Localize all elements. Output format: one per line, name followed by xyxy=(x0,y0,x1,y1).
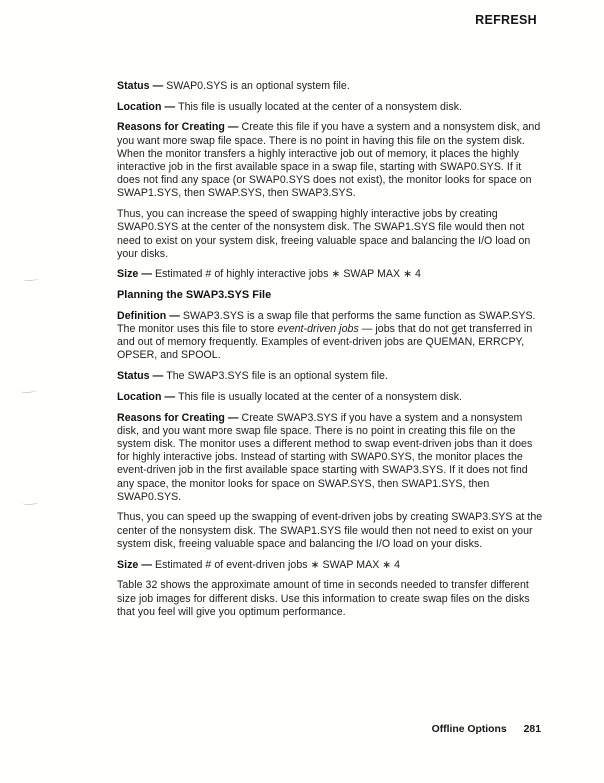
paragraph-text: SWAP3.SYS is a swap file that performs the same function as SWAP.SYS. The monitor uses this file to store xyxy=(117,309,536,336)
section-heading-planning-swap3: Planning the SWAP3.SYS File xyxy=(117,289,272,302)
bold-lead-size: Size — xyxy=(117,558,155,571)
paragraph-status-swap3 xyxy=(117,370,547,383)
paragraph-text: Estimated # of highly interactive jobs ∗ SWAP MAX ∗ 4 xyxy=(154,268,421,281)
paragraph-size-swap3 xyxy=(117,559,547,572)
bold-lead-definition: Definition — xyxy=(117,309,183,322)
paragraph-table32-note xyxy=(117,579,547,619)
italic-term-event-driven-jobs: event-driven jobs xyxy=(277,323,359,336)
paragraph-text: Thus, you can speed up the swapping of event-driven jobs by creating SWAP3.SYS at the center of the nonsystem disk. The SWAP1.SYS file would then not need to exist on your system disk, freeing valuable space and balancing the I/O load on your disks. xyxy=(117,511,543,550)
page-header-running-title: REFRESH xyxy=(475,13,537,27)
paragraph-text: The SWAP3.SYS file is an optional system file. xyxy=(166,370,388,383)
bold-lead-reasons: Reasons for Creating — xyxy=(117,121,242,134)
paragraph-location-swap3 xyxy=(117,391,547,404)
paragraph-thus-swap0 xyxy=(117,208,547,261)
document-body xyxy=(117,80,547,626)
paragraph-text: This file is usually located at the center of a nonsystem disk. xyxy=(178,100,463,113)
paragraph-text: Estimated # of event-driven jobs ∗ SWAP MAX ∗ 4 xyxy=(154,558,401,571)
paragraph-text: — jobs that do not get transferred in and out of memory frequently. Examples of event-driven jobs are QUEMAN, ERRCPY, OPSER, and SPOOL. xyxy=(117,323,533,362)
bold-lead-size: Size — xyxy=(117,268,155,281)
paragraph-text: Create SWAP3.SYS if you have a system and a nonsystem disk, and you want more swap file space. There is no point in creating this file on the system disk. The monitor uses a different method to swap event-driven jobs than it does for highly interactive jobs. Instead of starting with SWAP0.SYS, the monitor places the event-driven job in the first available space starting with SWAP3.SYS. If it does not find any space, the monitor looks for space on SWAP.SYS, then SWAP1.SYS, then SWAP0.SYS. xyxy=(117,411,533,503)
bold-lead-location: Location — xyxy=(117,390,179,403)
bold-lead-status: Status — xyxy=(117,80,167,92)
paragraph-text: SWAP0.SYS is an optional system file. xyxy=(166,80,350,92)
paragraph-text: Table 32 shows the approximate amount of time in seconds needed to transfer different size job images for different disks. Use this information to create swap files on the disks that you feel will give you optimum performance. xyxy=(117,579,530,618)
paragraph-text: Create this file if you have a system and a nonsystem disk, and you want more swap file space. There is no point in having this file on the system disk. When the monitor transfers a highly interactive job out of memory, it places the highly interactive job in the first available space in a swap file, starting with SWAP0.SYS. If it does not find any space (or SWAP0.SYS does not exist), the monitor looks for space on SWAP1.SYS, then SWAP.SYS, then SWAP3.SYS. xyxy=(117,121,541,200)
page-number: 281 xyxy=(523,724,541,735)
paragraph-reasons-swap3 xyxy=(117,412,547,504)
scan-artifact-mark xyxy=(22,499,38,505)
scan-artifact-mark xyxy=(23,275,39,281)
bold-lead-status: Status — xyxy=(117,370,167,383)
page-footer xyxy=(0,724,541,735)
bold-lead-location: Location — xyxy=(117,100,179,113)
paragraph-reasons-swap0 xyxy=(117,121,547,200)
paragraph-text: Thus, you can increase the speed of swapping highly interactive jobs by creating SWAP0.SYS at the center of the nonsystem disk. The SWAP1.SYS file would then not need to exist on your system disk, freeing valuable space and balancing the I/O load on your disks. xyxy=(117,208,531,260)
paragraph-thus-swap3 xyxy=(117,511,547,551)
scan-artifact-mark xyxy=(20,387,36,393)
paragraph-location-swap0 xyxy=(117,101,547,114)
footer-section-title: Offline Options xyxy=(431,724,507,735)
paragraph-size-swap0 xyxy=(117,268,547,281)
paragraph-definition-swap3 xyxy=(117,310,547,363)
bold-lead-reasons: Reasons for Creating — xyxy=(117,411,242,424)
paragraph-text: This file is usually located at the center of a nonsystem disk. xyxy=(178,390,463,403)
paragraph-status-swap0 xyxy=(117,80,547,93)
